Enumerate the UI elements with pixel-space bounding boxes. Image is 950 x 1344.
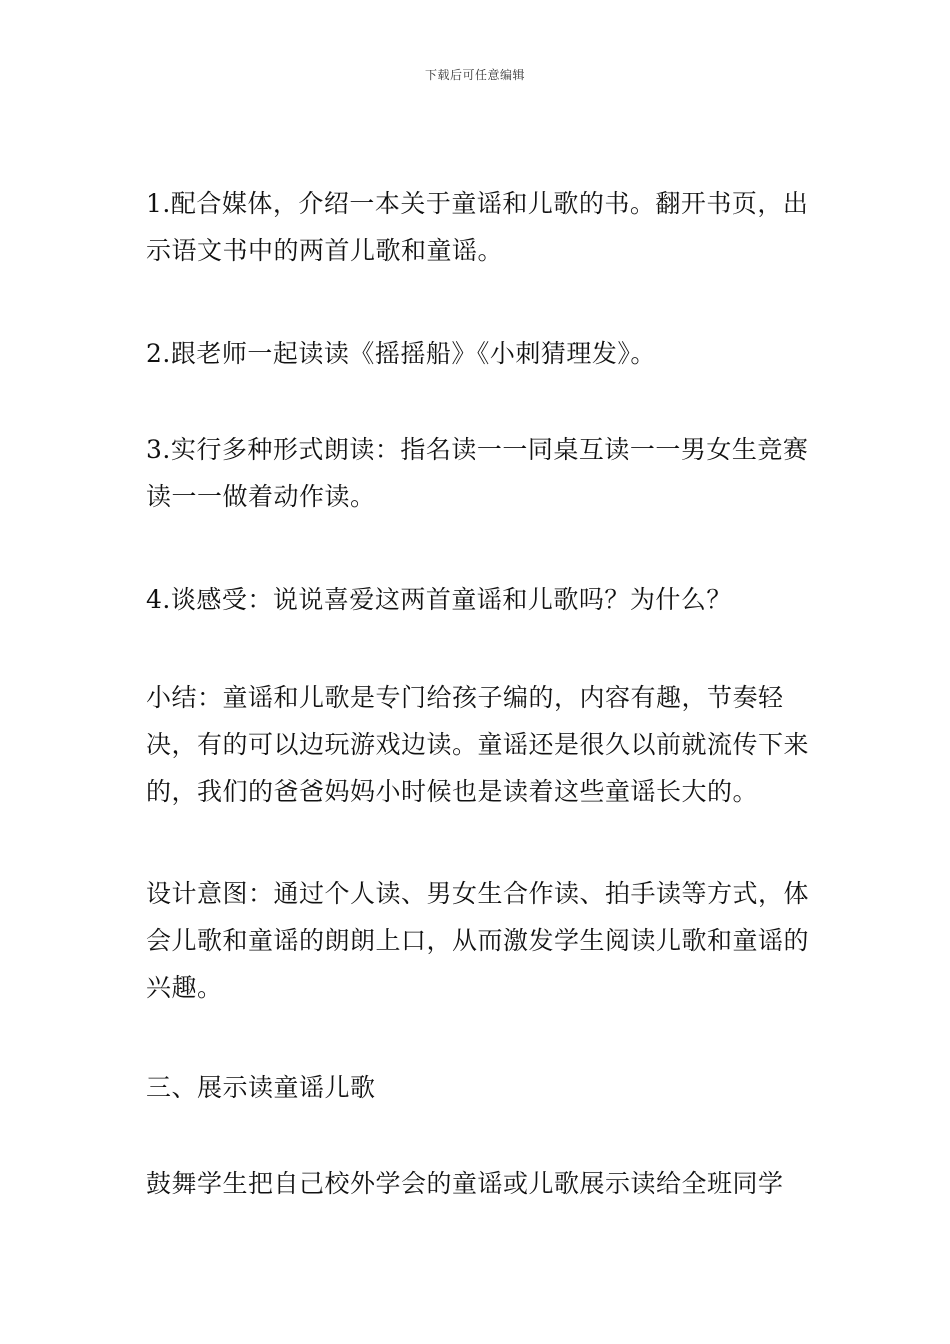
paragraph-encourage: 鼓舞学生把自己校外学会的童谣或儿歌展示读给全班同学 <box>146 1169 784 1198</box>
page-header: 下载后可任意编辑 <box>424 68 525 82</box>
paragraph-step-1: 1.配合媒体，介绍一本关于童谣和儿歌的书。翻开书页，出示语文书中的两首儿歌和童谣。 <box>146 189 809 265</box>
paragraph-step-3: 3.实行多种形式朗读：指名读一一同桌互读一一男女生竞赛读一一做着动作读。 <box>146 435 809 511</box>
paragraph-step-4: 4.谈感受：说说喜爱这两首童谣和儿歌吗？为什么？ <box>146 585 732 614</box>
section-heading: 三、展示读童谣儿歌 <box>146 1073 376 1102</box>
paragraph-step-2: 2.跟老师一起读读《摇摇船》《小刺猜理发》。 <box>146 339 656 368</box>
paragraph-design-intent: 设计意图：通过个人读、男女生合作读、拍手读等方式，体会儿歌和童谣的朗朗上口，从而激发学生阅读儿歌和童谣的兴趣。 <box>146 879 810 1002</box>
paragraph-summary: 小结：童谣和儿歌是专门给孩子编的，内容有趣，节奏轻决，有的可以边玩游戏边读。童谣还是很久以前就流传下来的，我们的爸爸妈妈小时候也是读着这些童谣长大的。 <box>146 683 810 806</box>
